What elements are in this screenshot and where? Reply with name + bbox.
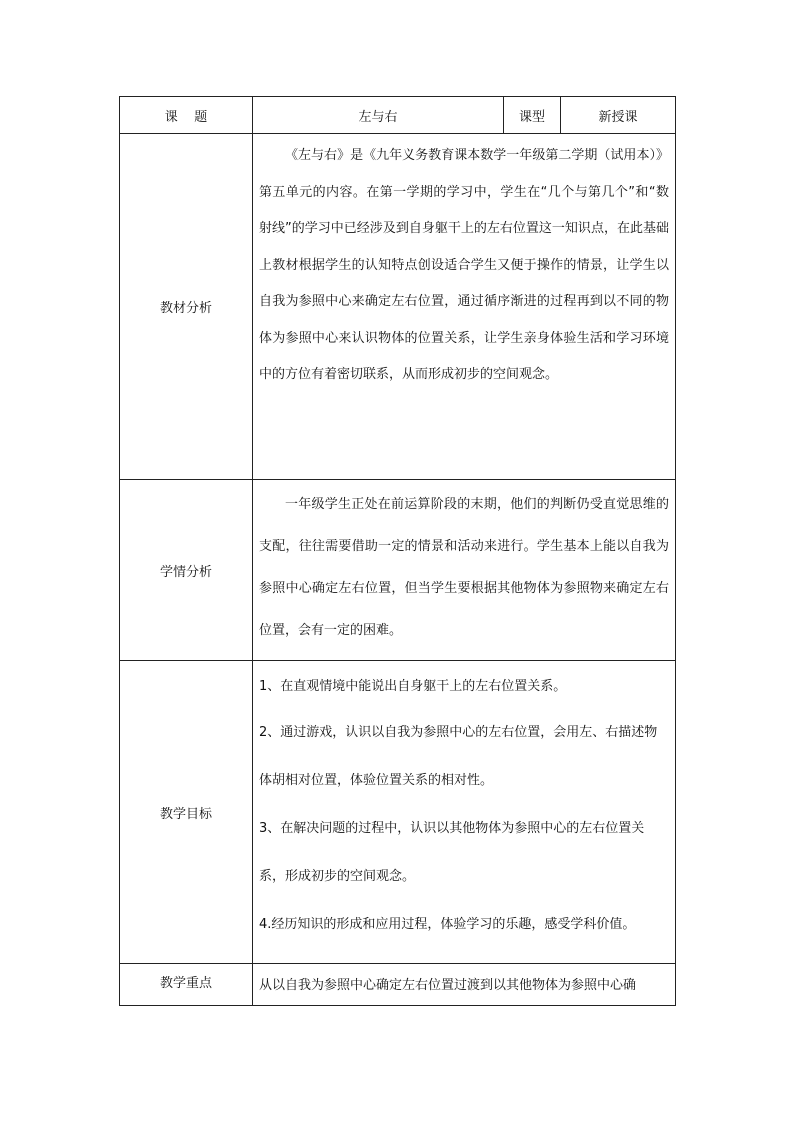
lesson-plan-table <box>119 96 676 1006</box>
teaching-key-text: 从以自我为参照中心确定左右位置过渡到以其他物体为参照中心确 <box>259 978 637 993</box>
header-row <box>120 97 676 134</box>
topic-label: 课 题 <box>120 97 253 134</box>
goal-item: 3、在解决问题的过程中，认识以其他物体为参照中心的左右位置关系，形成初步的空间观念。 <box>259 821 645 884</box>
teaching-goals-row <box>120 661 676 964</box>
teaching-key-cell <box>253 964 676 1006</box>
goal-item: 2、通过游戏，认识以自我为参照中心的左右位置，会用左、右描述物体胡相对位置，体验位置关系的相对性。 <box>259 725 658 788</box>
goal-item: 1、在直观情境中能说出自身躯干上的左右位置关系。 <box>259 679 567 694</box>
topic-value: 左与右 <box>253 97 504 134</box>
material-analysis-row <box>120 134 676 480</box>
goal-item: 4.经历知识的形成和应用过程，体验学习的乐趣，感受学科价值。 <box>259 917 636 932</box>
teaching-goals-cell <box>253 661 676 964</box>
material-analysis-label: 教材分析 <box>120 134 253 480</box>
material-analysis-text: 《左与右》是《九年义务教育课本数学一年级第二学期（试用本）》第五单元的内容。在第一学期的学习中，学生在“几个与第几个”和“数射线”的学习中已经涉及到自身躯干上的左右位置这一知识点，在此基础上教材根据学生的认知特点创设适合学生又便于操作的情景，让学生以自我为参照中心来确定左右位置，通过循序渐进的过程再到以不同的物体为参照中心来认识物体的位置关系，让学生亲身体验生活和学习环境中的方位有着密切联系，从而形成初步的空间观念。 <box>259 148 669 382</box>
type-label: 课型 <box>504 97 561 134</box>
student-analysis-row <box>120 480 676 661</box>
student-analysis-cell <box>253 480 676 661</box>
teaching-key-row <box>120 964 676 1006</box>
teaching-key-label: 教学重点 <box>120 964 253 1006</box>
material-analysis-cell <box>253 134 676 480</box>
student-analysis-text: 一年级学生正处在前运算阶段的末期，他们的判断仍受直觉思维的支配，往往需要借助一定的情景和活动来进行。学生基本上能以自我为参照中心确定左右位置，但当学生要根据其他物体为参照物来确定左右位置，会有一定的困难。 <box>259 497 669 638</box>
student-analysis-label: 学情分析 <box>120 480 253 661</box>
teaching-goals-label: 教学目标 <box>120 661 253 964</box>
type-value: 新授课 <box>561 97 676 134</box>
